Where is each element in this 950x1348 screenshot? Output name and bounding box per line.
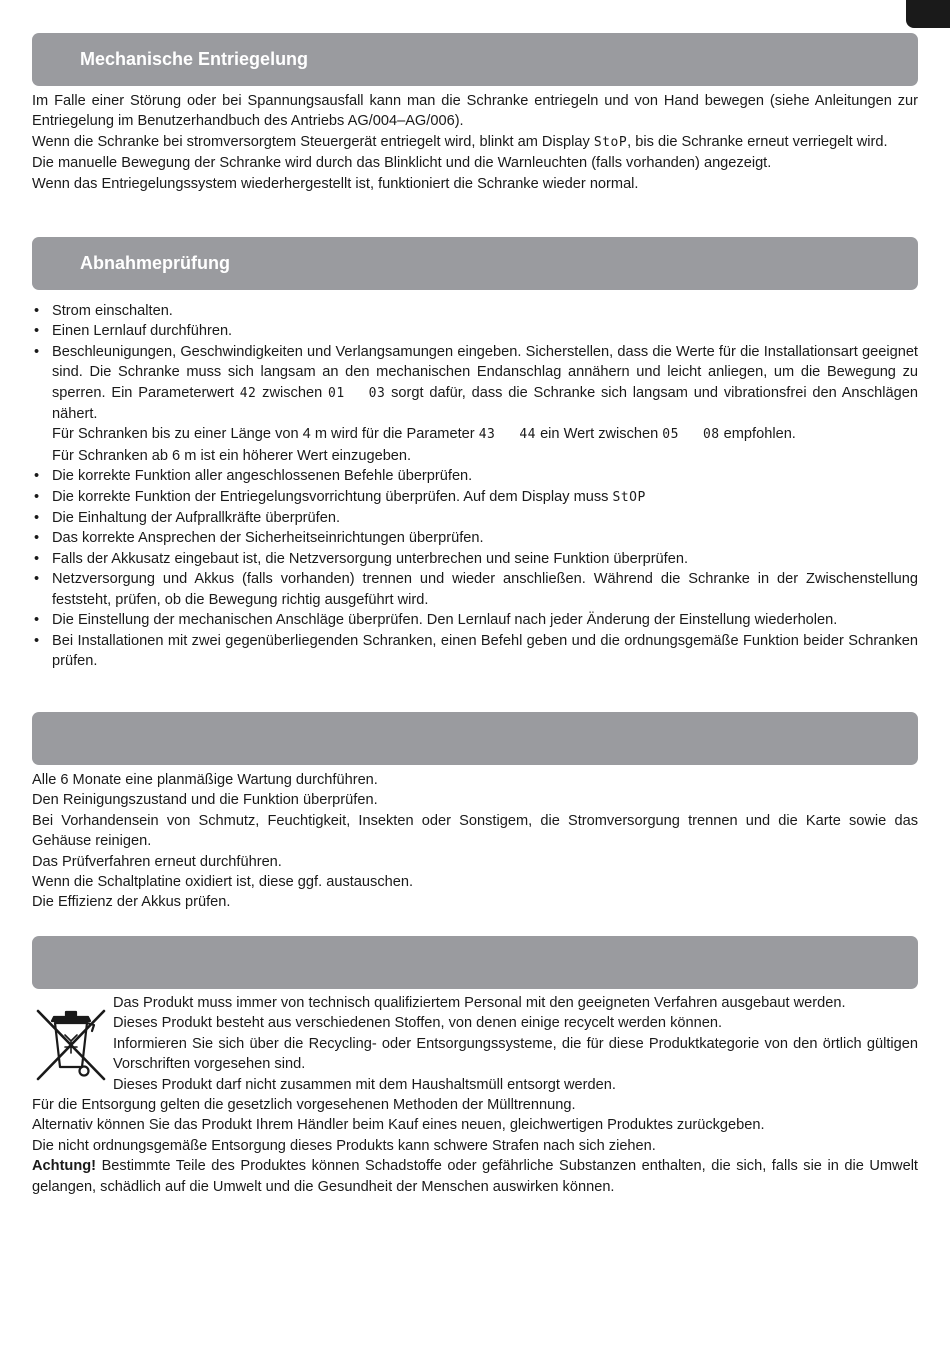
paragraph: Die Effizienz der Akkus prüfen. — [32, 894, 231, 911]
text-run: zwischen — [262, 384, 323, 401]
text-run: sorgt dafür, dass die Schranke sich langsam und vibrationsfrei den Anschlägen nähert. — [52, 384, 918, 423]
checklist — [32, 466, 918, 671]
paragraph — [32, 132, 918, 153]
display-readout: StoP — [593, 134, 628, 150]
paragraph: Die manuelle Bewegung der Schranke wird durch das Blinklicht und die Warnleuchten (falls vorhanden) angezeigt. — [32, 155, 772, 172]
section-maintenance — [32, 712, 918, 913]
text-run: empfohlen. — [723, 426, 796, 443]
list-item: • Das korrekte Ansprechen der Sicherheitseinrichtungen überprüfen. — [32, 528, 918, 548]
section-body — [32, 91, 918, 194]
text-run: Für Schranken bis zu einer Länge von 4 m wird für die Parameter — [52, 426, 475, 443]
section-header-bar — [32, 712, 918, 765]
display-readout: 08 — [702, 427, 720, 443]
section-header-bar — [32, 33, 918, 86]
list-item-continuation — [32, 424, 918, 445]
list-item: • Die Einhaltung der Aufprallkräfte überprüfen. — [32, 508, 918, 528]
display-readout: StOP — [612, 489, 646, 505]
paragraph: Wenn die Schaltplatine oxidiert ist, diese ggf. austauschen. — [32, 874, 414, 891]
display-readout: 44 — [519, 427, 536, 443]
paragraph: Dieses Produkt darf nicht zusammen mit dem Haushaltsmüll entsorgt werden. — [113, 1076, 616, 1093]
paragraph: Den Reinigungszustand und die Funktion überprüfen. — [32, 792, 378, 809]
paragraph: Das Produkt muss immer von technisch qualifiziertem Personal mit den geeigneten Verfahren ausgebaut werden. — [113, 995, 846, 1011]
text-run: , bis die Schranke erneut verriegelt wird. — [627, 133, 888, 150]
disposal-intro-text — [113, 993, 918, 1095]
display-readout: 01 — [328, 385, 345, 401]
paragraph: Dieses Produkt besteht aus verschiedenen Stoffen, von denen einige recycelt werden können. — [113, 1015, 723, 1032]
list-item: • Falls der Akkusatz eingebaut ist, die Netzversorgung unterbrechen und seine Funktion überprüfen. — [32, 549, 918, 569]
paragraph: Bei Vorhandensein von Schmutz, Feuchtigkeit, Insekten oder Sonstigem, die Stromversorgung trennen und die Karte sowie das Gehäuse reinigen. — [32, 812, 918, 850]
text-run: ein Wert zwischen — [540, 426, 659, 443]
page-tab-marker — [906, 0, 950, 28]
paragraph: Das Prüfverfahren erneut durchführen. — [32, 853, 282, 870]
paragraph: Für die Entsorgung gelten die gesetzlich vorgesehenen Methoden der Mülltrennung. — [32, 1097, 576, 1114]
section-disposal — [32, 936, 918, 1197]
paragraph: Alle 6 Monate eine planmäßige Wartung durchführen. — [32, 772, 378, 788]
display-readout: 43 — [478, 427, 496, 443]
warning-paragraph — [32, 1156, 918, 1197]
display-readout: 42 — [239, 385, 257, 401]
section-body — [32, 770, 918, 913]
paragraph: Im Falle einer Störung oder bei Spannungsausfall kann man die Schranke entriegeln und von Hand bewegen (siehe Anleitungen zur Entriegelung im Benutzerhandbuch des Antriebs AG/004–AG/006). — [32, 93, 918, 130]
list-item — [32, 487, 918, 508]
paragraph: Wenn das Entriegelungssystem wiederhergestellt ist, funktioniert die Schranke wieder normal. — [32, 175, 639, 192]
text-run: Beschleunigungen, Geschwindigkeiten und Verlangsamungen eingeben. Sicherstellen, dass die Werte für die Installationsart geeignet sind. Die Schranke muss sich langsam an den mechanischen Endanschlag annähern und leicht anliegen, um die Bewegung zu sperren. Ein Parameterwert — [52, 343, 918, 401]
section-body — [32, 993, 918, 1197]
section-title: Abnahmeprüfung — [80, 253, 230, 273]
crossed-out-wheelie-bin-icon — [32, 1001, 110, 1083]
list-item: • Strom einschalten. — [32, 301, 918, 321]
warning-label: Achtung! — [32, 1158, 97, 1175]
list-item: • Die korrekte Funktion aller angeschlossenen Befehle überprüfen. — [32, 466, 918, 486]
section-header-bar — [32, 936, 918, 989]
text-run: Wenn die Schranke bei stromversorgtem Steuergerät entriegelt wird, blinkt am Display — [32, 133, 590, 150]
list-item: • Die Einstellung der mechanischen Anschläge überprüfen. Den Lernlauf nach jeder Änderung der Einstellung wiederholen. — [32, 610, 918, 630]
list-item: • Netzversorgung und Akkus (falls vorhanden) trennen und wieder anschließen. Während die Schranke in der Zwischenstellung feststeht, prüfen, ob die Bewegung richtig ausgeführt wird. — [32, 569, 918, 610]
list-item: • Bei Installationen mit zwei gegenüberliegenden Schranken, einen Befehl geben und die ordnungsgemäße Funktion beider Schranken prüfen. — [32, 631, 918, 672]
paragraph: Alternativ können Sie das Produkt Ihrem Händler beim Kauf eines neuen, gleichwertigen Produktes zurückgeben. — [32, 1117, 765, 1134]
list-item-continuation: Für Schranken ab 6 m ist ein höherer Wert einzugeben. — [52, 447, 412, 464]
list-item — [32, 342, 918, 425]
display-readout: 03 — [368, 385, 386, 401]
section-title: Mechanische Entriegelung — [80, 49, 309, 69]
text-run: Die korrekte Funktion der Entriegelungsvorrichtung überprüfen. Auf dem Display muss — [52, 488, 609, 505]
list-item: • Einen Lernlauf durchführen. — [32, 321, 918, 341]
paragraph: Die nicht ordnungsgemäße Entsorgung dieses Produkts kann schwere Strafen nach sich ziehen. — [32, 1137, 656, 1154]
section-mechanical-release — [32, 33, 918, 194]
warning-text: Bestimmte Teile des Produktes können Schadstoffe oder gefährliche Substanzen enthalten, die sich, falls sie in die Umwelt gelangen, schädlich auf die Umwelt und die Gesundheit der Menschen auswirken können. — [32, 1158, 918, 1195]
display-readout: 05 — [662, 427, 679, 443]
checklist — [32, 301, 918, 424]
section-body — [32, 301, 918, 671]
paragraph: Informieren Sie sich über die Recycling- oder Entsorgungssysteme, die für diese Produktkategorie von den örtlich gültigen Vorschriften vorgesehen sind. — [113, 1035, 918, 1073]
section-acceptance-test — [32, 237, 918, 671]
section-header-bar — [32, 237, 918, 290]
disposal-intro — [32, 993, 918, 1095]
